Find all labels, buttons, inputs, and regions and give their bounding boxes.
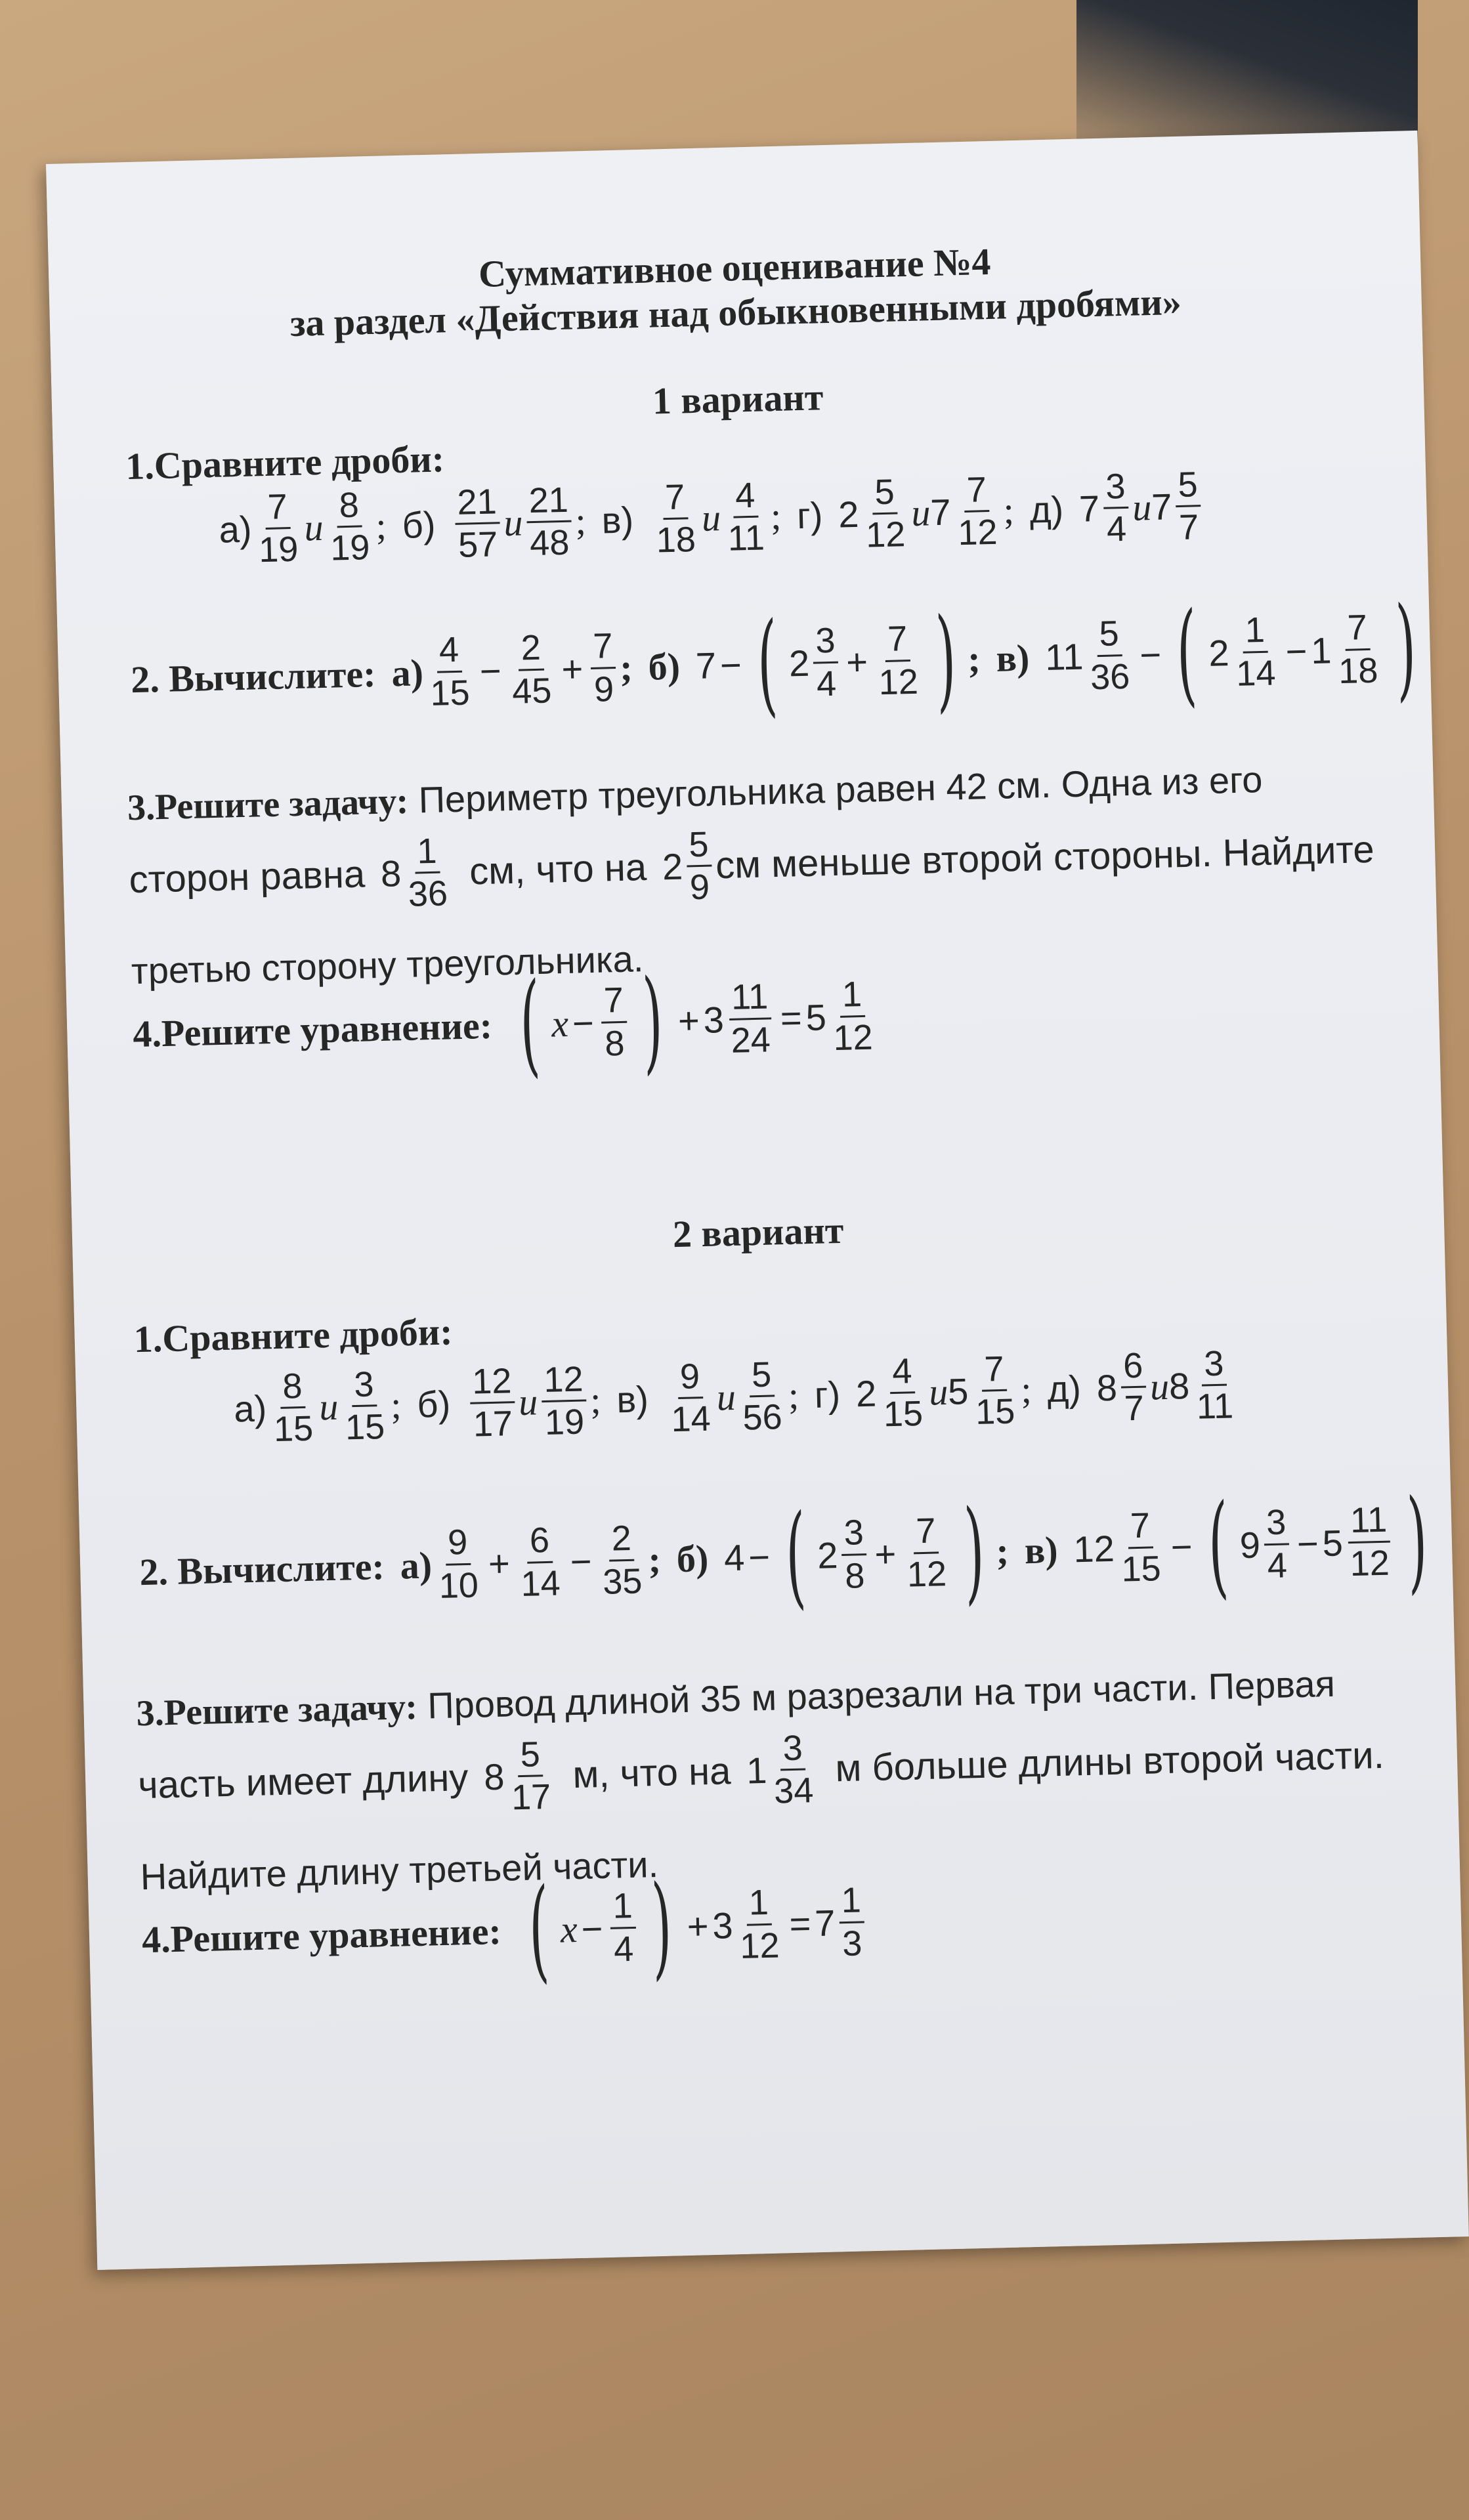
fraction: $\frac{3}{34}$ [773, 1728, 815, 1811]
fraction: $\frac{5}{17}$ [511, 1734, 552, 1818]
fraction: $\frac{1}{14}$ [1235, 610, 1277, 694]
fraction: $\frac{5}{56}$ [742, 1354, 783, 1438]
fraction: $\frac{1}{4}$ [610, 1885, 637, 1969]
fraction: $\frac{3}{4}$ [1263, 1502, 1290, 1586]
fraction: $\frac{21}{48}$ [526, 480, 572, 564]
fraction: $\frac{11}{12}$ [1346, 1500, 1392, 1584]
variant-1-heading: 1 вариант [652, 375, 824, 423]
fraction: $\frac{21}{57}$ [454, 481, 501, 566]
fraction: $\frac{7}{9}$ [590, 625, 617, 709]
fraction: $\frac{4}{15}$ [883, 1351, 924, 1435]
fraction: $\frac{1}{12}$ [739, 1883, 780, 1966]
v2-task4: 4.Решите уравнение: ( x − $\frac{1}{4}$ ) + 3 $\frac{1}{12}$ = 7 $\frac{1}{3}$ [140, 1877, 869, 1984]
v2-task1-items: а) $\frac{8}{15}$ и $\frac{3}{15}$ ; б) $\frac{12}{17}$ и $\frac{12}{19}$ ; в) $\frac{9}{14}$ и $\frac{5}{56}$ ; г) 2 $\frac{4}{15}$ и 5 $\frac{7}{15}$ ; д) 8 $\frac{6}{7}$ и 8 $\frac{3}{11}$ [233, 1343, 1241, 1451]
fraction: $\frac{2}{35}$ [602, 1519, 643, 1602]
fraction: $\frac{8}{19}$ [330, 485, 371, 568]
fraction: $\frac{3}{4}$ [813, 620, 840, 704]
fraction: $\frac{1}{36}$ [408, 831, 448, 914]
v1-task3-line3: третью сторону треугольника. [131, 938, 644, 992]
v1-task2: 2. Вычислите: а) $\frac{4}{15}$ − $\frac{2}{45}$ + $\frac{7}{9}$ ; б) 7 − ( 2 $\frac{3}{4}$ + $\frac{7}{12}$ ) ; в) 11 $\frac{5}{36}$ − ( 2 $\frac{1}{14}$ − 1 $\frac{7}{18}$ ) [130, 583, 1417, 729]
fraction: $\frac{3}{11}$ [1196, 1343, 1234, 1427]
fraction: $\frac{5}{9}$ [686, 824, 713, 908]
fraction: $\frac{6}{7}$ [1120, 1345, 1147, 1429]
fraction: $\frac{8}{15}$ [273, 1366, 314, 1450]
fraction: $\frac{1}{12}$ [832, 975, 874, 1058]
fraction: $\frac{3}{15}$ [345, 1364, 385, 1448]
fraction: $\frac{6}{14}$ [520, 1521, 561, 1604]
v1-task3-line2: сторон равна 8 $\frac{1}{36}$ см, что на 2 $\frac{5}{9}$ см меньше второй стороны. Найдите [128, 824, 1375, 914]
fraction: $\frac{9}{10}$ [438, 1522, 479, 1606]
v2-task2: 2. Вычислите: а) $\frac{9}{10}$ + $\frac{6}{14}$ − $\frac{2}{35}$ ; б) 4 − ( 2 $\frac{3}{8}$ + $\frac{7}{12}$ ) ; в) 12 $\frac{7}{15}$ − ( 9 $\frac{3}{4}$ − 5 $\frac{11}{12}$ ) [138, 1475, 1429, 1622]
page-title: Суммативное оценивание №4 [478, 240, 992, 295]
fraction: $\frac{7}{18}$ [656, 477, 696, 560]
v2-task3-line1: 3.Решите задачу: Провод длиной 35 м разрезали на три части. Первая [135, 1662, 1336, 1734]
fraction: $\frac{7}{12}$ [878, 619, 919, 702]
fraction: $\frac{11}{24}$ [727, 976, 773, 1061]
v1-task1-items: а) $\frac{7}{19}$ и $\frac{8}{19}$ ; б) $\frac{21}{57}$ и $\frac{21}{48}$ ; в) $\frac{7}{18}$ и $\frac{4}{11}$ ; г) 2 $\frac{5}{12}$ и 7 $\frac{7}{12}$ ; д) 7 $\frac{3}{4}$ и 7 $\frac{5}{7}$ [218, 464, 1206, 572]
fraction: $\frac{7}{15}$ [1120, 1505, 1162, 1589]
v1-task1-heading: 1.Сравните дроби: [125, 437, 445, 488]
v2-task3-line3: Найдите длину третьей части. [140, 1843, 659, 1898]
fraction: $\frac{7}{12}$ [906, 1511, 947, 1595]
fraction: $\frac{3}{8}$ [841, 1513, 868, 1597]
v2-task3-line2: часть имеет длину 8 $\frac{5}{17}$ м, что на 1 $\frac{3}{34}$ м больше длины второй части. [137, 1728, 1385, 1818]
variant-2-heading: 2 вариант [672, 1208, 845, 1256]
fraction: $\frac{9}{14}$ [670, 1356, 712, 1440]
fraction: $\frac{3}{4}$ [1103, 466, 1130, 550]
fraction: $\frac{2}{45}$ [511, 628, 553, 711]
v1-task3-line1: 3.Решите задачу: Периметр треугольника равен 42 см. Одна из его [127, 759, 1264, 829]
fraction: $\frac{5}{7}$ [1175, 464, 1202, 548]
fraction: $\frac{5}{12}$ [865, 472, 906, 555]
v2-task1-heading: 1.Сравните дроби: [133, 1310, 454, 1361]
fraction: $\frac{7}{18}$ [1338, 608, 1379, 691]
v1-task4: 4.Решите уравнение: ( x − $\frac{7}{8}$ ) + 3 $\frac{11}{24}$ = 5 $\frac{1}{12}$ [132, 971, 880, 1078]
fraction: $\frac{12}{17}$ [469, 1360, 516, 1445]
fraction: $\frac{7}{15}$ [975, 1349, 1015, 1433]
page-subtitle: за раздел «Действия над обыкновенными дробями» [289, 280, 1182, 345]
worksheet-paper [46, 131, 1469, 2270]
fraction: $\frac{5}{36}$ [1090, 614, 1130, 697]
fraction: $\frac{7}{8}$ [601, 980, 628, 1064]
fraction: $\frac{1}{3}$ [838, 1880, 865, 1964]
fraction: $\frac{4}{11}$ [727, 475, 765, 558]
fraction: $\frac{4}{15}$ [429, 630, 471, 713]
fraction: $\frac{7}{12}$ [957, 470, 998, 553]
fraction: $\frac{7}{19}$ [258, 487, 299, 570]
fraction: $\frac{12}{19}$ [541, 1358, 587, 1443]
